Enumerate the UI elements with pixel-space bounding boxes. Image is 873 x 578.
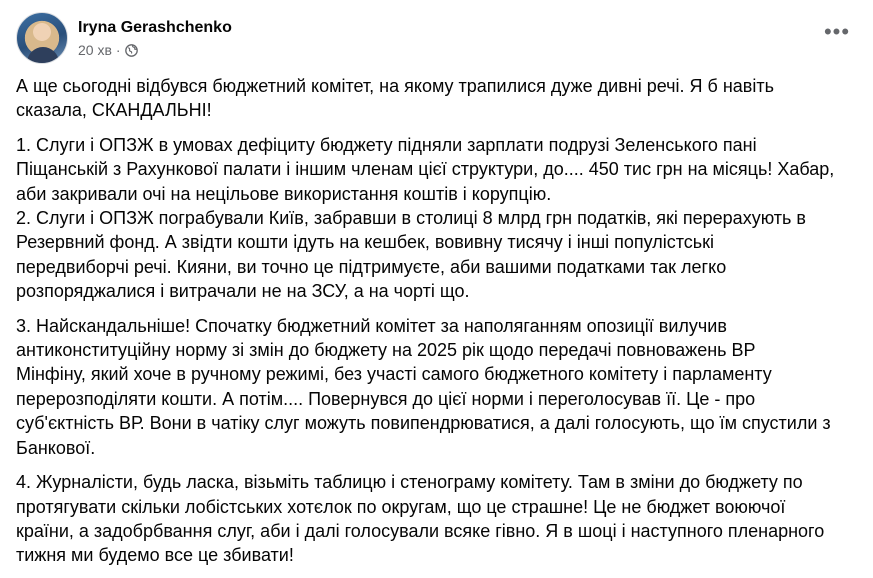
text-line: антиконституційну норму зі змін до бюджету на 2025 рік щодо передачі повноважень ВР xyxy=(16,340,756,361)
text-line: суб'єктність ВР. Вони в чатіку слуг можуть повипендрюватися, а далі голосують, що їм спустили з xyxy=(16,413,831,434)
author-avatar[interactable] xyxy=(16,12,68,64)
text-line: передвиборчі речі. Кияни, ви точно це підтримуєте, аби вашими податками так легко xyxy=(16,256,727,277)
text-line: аби закривали очі на нецільове використання коштів і корупцію. xyxy=(16,183,552,204)
paragraph-3 xyxy=(16,314,859,460)
text-line: 4. Журналісти, будь ласка, візьміть таблицю і стенограму комітету. Там в зміни до бюджету по xyxy=(16,472,803,493)
text-line: країни, а задобрбвання слуг, аби і далі голосували всяке гівно. Я в шоці і наступного пленарного xyxy=(16,520,825,541)
author-name[interactable]: Iryna Gerashchenko xyxy=(78,19,232,36)
post-subline xyxy=(78,42,232,58)
paragraph-1 xyxy=(16,74,859,123)
paragraph-4 xyxy=(16,470,859,568)
text-line: Мінфіну, який хоче в ручному режимі, без участі самого бюджетного комітету і парламенту xyxy=(16,364,772,385)
post-header xyxy=(16,12,232,64)
text-line: Піщанській з Рахункової палати і іншим членам цієї структури, до.... 450 тис грн на місяць! Хабар, xyxy=(16,159,835,180)
globe-icon[interactable] xyxy=(125,44,138,57)
post-meta xyxy=(78,18,232,58)
text-line: перерозподіляти кошти. А потім.... Повернувся до цієї норми і переголосував її. Це - про xyxy=(16,388,756,409)
meta-separator: · xyxy=(115,42,121,58)
text-line: 1. Слуги і ОПЗЖ в умовах дефіциту бюджету підняли зарплати подрузі Зеленського пані xyxy=(16,134,757,155)
text-line: Резервний фонд. А звідти кошти ідуть на кешбек, вовивну тисячу і інші популістські xyxy=(16,232,715,253)
text-line: Банкової. xyxy=(16,437,96,458)
text-line: розпоряджалися і витрачали не на ЗСУ, а на чорті що. xyxy=(16,281,470,302)
post-content xyxy=(16,74,859,578)
text-line: протягувати скільки лобістських хотєлок по округам, що це страшне! Це не бюджет воюючої xyxy=(16,496,786,517)
text-line: сказала, СКАНДАЛЬНІ! xyxy=(16,100,212,121)
text-line: тижня ми будемо все це збивати! xyxy=(16,545,294,566)
text-line: 2. Слуги і ОПЗЖ пограбували Київ, забравши в столиці 8 млрд грн податків, які перерахують в xyxy=(16,208,806,229)
paragraph-2 xyxy=(16,133,859,304)
more-options-icon[interactable]: ••• xyxy=(823,19,851,44)
text-line: А ще сьогодні відбувся бюджетний комітет, на якому трапилися дуже дивні речі. Я б навіть xyxy=(16,76,774,96)
post-timestamp[interactable]: 20 хв xyxy=(78,42,112,58)
text-line: 3. Найскандальніше! Спочатку бюджетний комітет за наполяганням опозиції вилучив xyxy=(16,315,727,336)
